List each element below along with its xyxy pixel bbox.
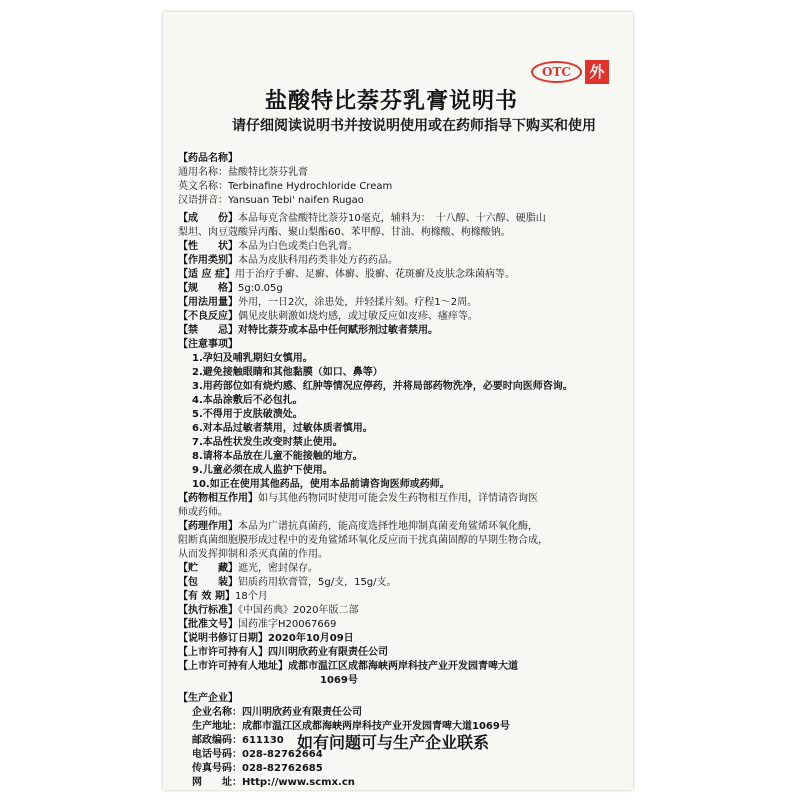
category-value: 本品为皮肤科用药类非处方药药品。	[238, 255, 398, 266]
adverse-label: 【不良反应】	[178, 311, 238, 322]
standard-row	[178, 604, 622, 618]
manufacturer-name-label: 企业名称：	[192, 707, 242, 718]
category-label: 【作用类别】	[178, 255, 238, 266]
precaution-item: 5.不得用于皮肤破溃处。	[192, 409, 303, 420]
holder-address-value: 成都市温江区成都海峡两岸科技产业开发园青啤大道	[288, 661, 518, 672]
usage-label: 【用法用量】	[178, 297, 238, 308]
leaflet-content	[178, 152, 622, 790]
precaution-item: 4.本品涂敷后不必包扎。	[192, 395, 303, 406]
manufacturer-web-value: Http://www.scmx.cn	[242, 777, 355, 788]
document-title: 盐酸特比萘芬乳膏说明书	[265, 89, 519, 114]
ingredients-continuation: 梨坦、肉豆蔻酸异丙酯、聚山梨酯60、苯甲醇、甘油、枸橼酸、枸橼酸钠。	[178, 227, 511, 238]
pinyin-name-label: 汉语拼音：	[178, 195, 228, 206]
validity-label: 【有 效 期】	[178, 591, 235, 602]
precaution-item: 8.请将本品放在儿童不能接触的地方。	[192, 451, 363, 462]
license-holder-value: 四川明欣药业有限责任公司	[268, 647, 388, 658]
english-name-row	[178, 180, 622, 194]
manufacturer-fax-label: 传真号码：	[192, 763, 242, 774]
manufacturer-name-value: 四川明欣药业有限责任公司	[242, 707, 362, 718]
precaution-item: 6.对本品过敏者禁用，过敏体质者慎用。	[192, 423, 373, 434]
section-drug-name-header: 【药品名称】	[178, 153, 238, 164]
validity-value: 18个月	[234, 591, 268, 602]
indications-value: 用于治疗手癣、足癣、体癣、股癣、花斑癣及皮肤念珠菌病等。	[234, 269, 515, 280]
manufacturer-postcode-value: 611130	[242, 735, 284, 746]
revision-label: 【说明书修订日期】	[178, 633, 268, 644]
pharmacology-row	[178, 520, 622, 534]
precaution-item: 10.如正在使用其他药品，使用本品前请咨询医师或药师。	[192, 479, 450, 490]
generic-name-row	[178, 166, 622, 180]
ingredients-row	[178, 212, 622, 226]
manufacturer-fax-value: 028-82762685	[242, 763, 323, 774]
license-holder-row	[178, 646, 622, 660]
approval-label: 【批准文号】	[178, 619, 238, 630]
english-name-label: 英文名称：	[178, 181, 228, 192]
validity-row	[178, 590, 622, 604]
precaution-item: 7.本品性状发生改变时禁止使用。	[192, 437, 343, 448]
ingredients-label: 【成 份】	[178, 213, 238, 224]
character-label: 【性 状】	[178, 241, 238, 252]
otc-badge	[531, 62, 609, 82]
pharmacology-label: 【药理作用】	[178, 521, 238, 532]
english-name-value: Terbinafine Hydrochloride Cream	[228, 181, 393, 192]
precaution-item: 3.用药部位如有烧灼感、红肿等情况应停药，并将局部药物洗净，必要时向医师咨询。	[192, 381, 573, 392]
contraindications-label: 【禁 忌】	[178, 325, 238, 336]
manufacturer-web-label: 网 址：	[192, 777, 242, 788]
holder-address-row	[178, 660, 622, 674]
holder-address-continuation: 1069号	[320, 675, 358, 686]
precaution-item: 2.避免接触眼睛和其他黏膜（如口、鼻等）	[192, 367, 383, 378]
usage-value: 外用，一日2次，涂患处，并轻揉片刻。疗程1～2周。	[238, 297, 478, 308]
manufacturer-address-label: 生产地址：	[192, 721, 242, 732]
document-subtitle: 请仔细阅读说明书并按说明使用或在药师指导下购买和使用	[232, 118, 596, 134]
revision-row	[178, 632, 622, 646]
standard-label: 【执行标准】	[178, 605, 238, 616]
spec-row	[178, 282, 622, 296]
manufacturer-phone-value: 028-82762664	[242, 749, 323, 760]
footer-contact-note: 如有问题可与生产企业联系	[297, 733, 490, 752]
category-row	[178, 254, 622, 268]
manufacturer-address-value: 成都市温江区成都海峡两岸科技产业开发园青啤大道1069号	[242, 721, 510, 732]
interactions-continuation: 师或药师。	[178, 507, 228, 518]
package-row	[178, 576, 622, 590]
storage-value: 遮光，密封保存。	[238, 563, 318, 574]
usage-row	[178, 296, 622, 310]
generic-name-value: 盐酸特比萘芬乳膏	[228, 167, 308, 178]
pharmacology-continuation: 从而发挥抑制和杀灭真菌的作用。	[178, 549, 328, 560]
precaution-item: 1.孕妇及哺乳期妇女慎用。	[192, 353, 313, 364]
generic-name-label: 通用名称：	[178, 167, 228, 178]
interactions-label: 【药物相互作用】	[178, 493, 258, 504]
spec-label: 【规 格】	[178, 283, 238, 294]
spec-value: 5g:0.05g	[238, 283, 283, 294]
pharmacology-continuation: 阻断真菌细胞膜形成过程中的麦角鲨烯环氧化反应而干扰真菌固醇的早期生物合成，	[178, 535, 548, 546]
ingredients-value: 本品每克含盐酸特比萘芬10毫克，辅料为： 十八醇、十六醇、硬脂山	[238, 213, 546, 224]
manufacturer-web-row	[178, 776, 622, 790]
storage-label: 【贮 藏】	[178, 563, 238, 574]
precautions-header: 【注意事项】	[178, 339, 238, 350]
manufacturer-postcode-label: 邮政编码：	[192, 735, 242, 746]
manufacturer-name-row	[178, 706, 622, 720]
package-value: 铝质药用软膏管，5g/支，15g/支。	[238, 577, 397, 588]
approval-row	[178, 618, 622, 632]
adverse-value: 偶见皮肤刺激如烧灼感，或过敏反应如皮疹、瘙痒等。	[238, 311, 478, 322]
character-value: 本品为白色或类白色乳膏。	[238, 241, 358, 252]
contraindications-value: 对特比萘芬或本品中任何赋形剂过敏者禁用。	[238, 325, 438, 336]
manufacturer-header: 【生产企业】	[178, 693, 238, 704]
standard-value: 《中国药典》2020年版二部	[238, 605, 359, 616]
holder-address-label: 【上市许可持有人地址】	[178, 661, 288, 672]
pinyin-name-row	[178, 194, 622, 208]
precaution-item: 9.儿童必须在成人监护下使用。	[192, 465, 333, 476]
package-label: 【包 装】	[178, 577, 238, 588]
manufacturer-fax-row	[178, 762, 622, 776]
indications-label: 【适 应 症】	[178, 269, 235, 280]
character-row	[178, 240, 622, 254]
indications-row	[178, 268, 622, 282]
pinyin-name-value: Yansuan Tebi' naifen Rugao	[228, 195, 364, 206]
storage-row	[178, 562, 622, 576]
interactions-row	[178, 492, 622, 506]
manufacturer-phone-label: 电话号码：	[192, 749, 242, 760]
contraindications-row	[178, 324, 622, 338]
license-holder-label: 【上市许可持有人】	[178, 647, 268, 658]
revision-value: 2020年10月09日	[268, 633, 354, 644]
otc-mark: OTC	[531, 61, 582, 83]
adverse-row	[178, 310, 622, 324]
approval-value: 国药准字H20067669	[238, 619, 337, 630]
pharmacology-value: 本品为广谱抗真菌药，能高度选择性地抑制真菌麦角鲨烯环氧化酶，	[238, 521, 538, 532]
interactions-value: 如与其他药物同时使用可能会发生药物相互作用，详情请咨询医	[258, 493, 538, 504]
external-use-mark: 外	[585, 60, 609, 84]
